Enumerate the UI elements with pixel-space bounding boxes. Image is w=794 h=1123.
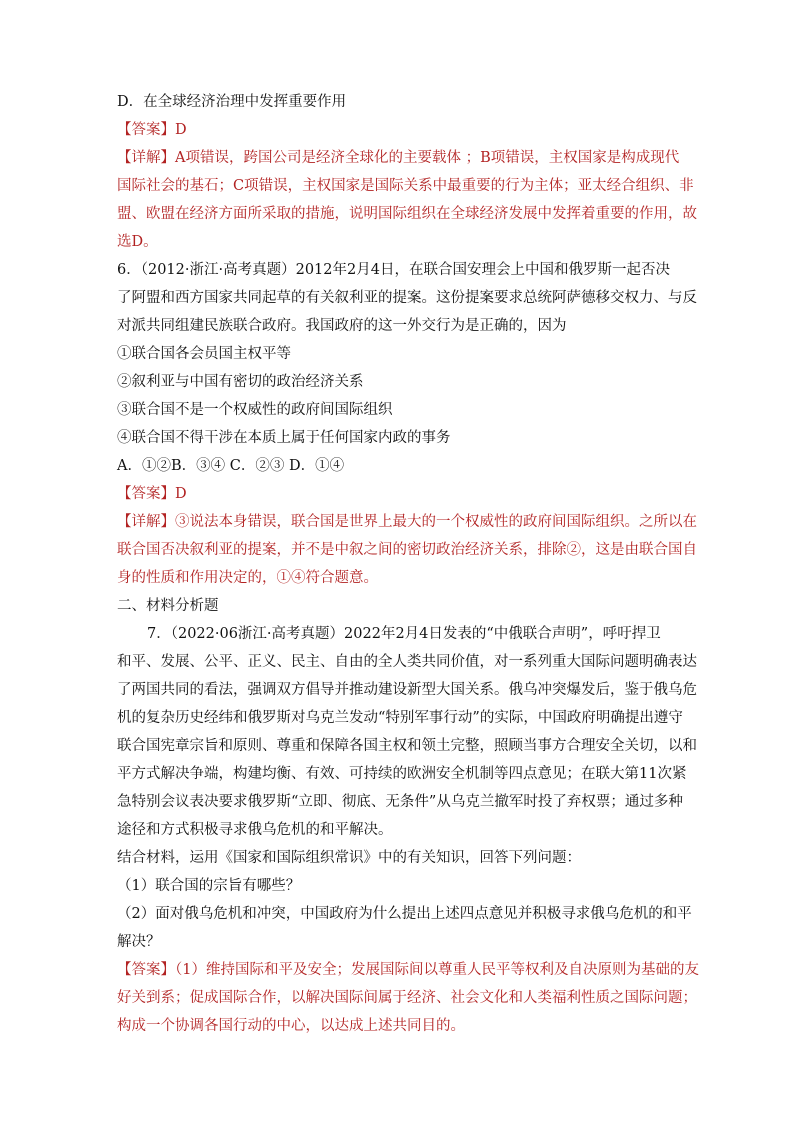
q7-material-line-7: 急特别会议表决要求俄罗斯“立即、彻底、无条件”从乌克兰撤军时投了弃权票；通过多种	[117, 794, 683, 810]
answer-tag: 【答案】	[117, 962, 175, 978]
q7-answer-line-3: 构成一个协调各国行动的中心，以达成上述共同目的。	[117, 1018, 465, 1034]
q7-answer-line-1: 【答案】（1）维持国际和平及安全；发展国际间以尊重人民平等权利及自决原则为基础的友	[117, 962, 699, 978]
answer-tag: 【答案】	[117, 486, 175, 502]
q6-statement-4: ④联合国不得干涉在本质上属于任何国家内政的事务	[117, 430, 451, 446]
document-page	[117, 88, 699, 1040]
detail-tag: 【详解】	[117, 150, 175, 166]
q6-detail-line-1: 【详解】③说法本身错误，联合国是世界上最大的一个权威性的政府间国际组织。之所以在	[117, 514, 697, 530]
q7-prompt: 结合材料，运用《国家和国际组织常识》中的有关知识，回答下列问题：	[117, 850, 581, 866]
q6-detail-line-2: 联合国否决叙利亚的提案，并不是中叙之间的密切政治经济关系，排除②，这是由联合国自	[117, 542, 697, 558]
q6-stem-line-1: 6．（2012·浙江·高考真题）2012年2月4日，在联合国安理会上中国和俄罗斯一起否决	[117, 262, 670, 278]
answer-value: D	[175, 122, 187, 138]
q5-detail-line-3: 盟、欧盟在经济方面所采取的措施，说明国际组织在全球经济发展中发挥着重要的作用，故	[117, 206, 697, 222]
q7-material-line-4: 机的复杂历史经纬和俄罗斯对乌克兰发动“特别军事行动”的实际，中国政府明确提出遵守	[117, 710, 683, 726]
q6-answer	[117, 480, 677, 508]
q7-material-line-1: 7．（2022·06浙江·高考真题）2022年2月4日发表的“中俄联合声明”，呼吁捍卫	[147, 626, 661, 642]
section-heading: 二、材料分析题	[117, 598, 219, 614]
q6-statement-3: ③联合国不是一个权威性的政府间国际组织	[117, 402, 393, 418]
answer-value: D	[175, 486, 187, 502]
q5-detail-line-4: 选D。	[117, 234, 158, 250]
answer-tag: 【答案】	[117, 122, 175, 138]
q6-choices: A．①②B．③④ C．②③ D．①④	[117, 458, 345, 474]
detail-tag: 【详解】	[117, 514, 175, 530]
q7-sub-question-1: （1）联合国的宗旨有哪些？	[117, 878, 301, 894]
q5-answer	[117, 116, 677, 144]
q6-detail-line-3: 身的性质和作用决定的，①④符合题意。	[117, 570, 378, 586]
q7-material-line-5: 联合国宪章宗旨和原则、尊重和保障各国主权和领土完整，照顾当事方合理安全关切，以和	[117, 738, 697, 754]
q7-material-line-3: 了两国共同的看法，强调双方倡导并推动建设新型大国关系。俄乌冲突爆发后，鉴于俄乌危	[117, 682, 697, 698]
q7-material-line-2: 和平、发展、公平、正义、民主、自由的全人类共同价值，对一系列重大国际问题明确表达	[117, 654, 697, 670]
q5-detail-line-1: 【详解】A项错误，跨国公司是经济全球化的主要载体 ；B项错误，主权国家是构成现代	[117, 150, 680, 166]
q5-option-d: D．在全球经济治理中发挥重要作用	[117, 94, 347, 110]
q5-detail-line-2: 国际社会的基石；C项错误，主权国家是国际关系中最重要的行为主体；亚太经合组织、非	[117, 178, 694, 194]
q6-statement-1: ①联合国各会员国主权平等	[117, 346, 291, 362]
q7-sub-question-2-line-1: （2）面对俄乌危机和冲突，中国政府为什么提出上述四点意见并积极寻求俄乌危机的和平	[117, 906, 692, 922]
q7-answer-line-2: 好关到系；促成国际合作，以解决国际间属于经济、社会文化和人类福利性质之国际问题；	[117, 990, 697, 1006]
q7-material-line-8: 途径和方式积极寻求俄乌危机的和平解决。	[117, 822, 393, 838]
q7-sub-question-2-line-2: 解决？	[117, 934, 161, 950]
q6-stem-line-3: 对派共同组建民族联合政府。我国政府的这一外交行为是正确的，因为	[117, 318, 567, 334]
q7-material-line-6: 平方式解决争端，构建均衡、有效、可持续的欧洲安全机制等四点意见；在联大第11次紧	[117, 766, 687, 782]
q6-stem-line-2: 了阿盟和西方国家共同起草的有关叙利亚的提案。这份提案要求总统阿萨德移交权力、与反	[117, 290, 697, 306]
q6-statement-2: ②叙利亚与中国有密切的政治经济关系	[117, 374, 364, 390]
